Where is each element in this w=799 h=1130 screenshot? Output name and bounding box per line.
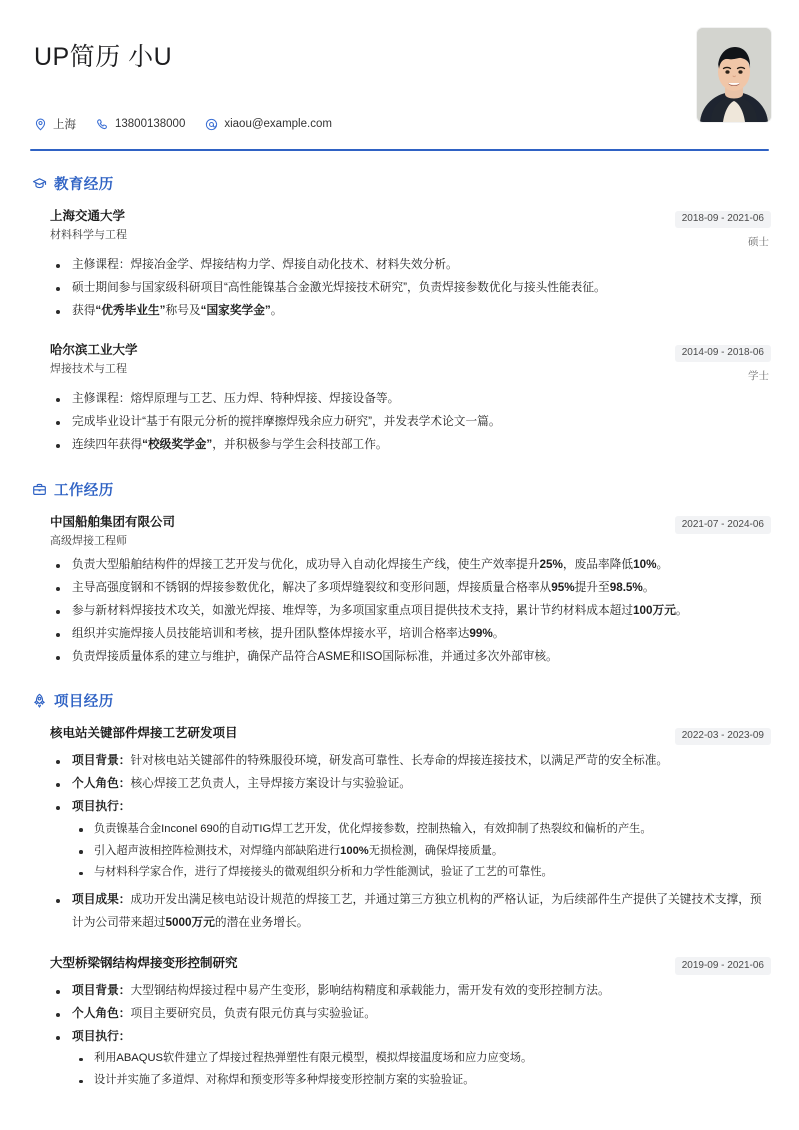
entry — [28, 202, 771, 322]
sub-bullet-item: 负责镍基合金Inconel 690的自动TIG焊工艺开发，优化焊接参数，控制热输入，有效抑制了热裂纹和偏析的产生。 — [72, 819, 771, 841]
date-badge: 2018-09 - 2021-06 — [675, 211, 771, 229]
sub-bullet-list — [72, 819, 771, 885]
entry-title: 中国船舶集团有限公司 — [50, 514, 176, 529]
contact-text: 13800138000 — [115, 118, 186, 130]
entry — [28, 719, 771, 935]
bullet-list — [50, 750, 771, 884]
section-projects — [28, 690, 771, 1092]
entry-header — [50, 725, 771, 745]
bullet-item: 参与新材料焊接技术攻关，如激光焊接、堆焊等，为多项国家重点项目提供技术支持，累计节约材料成本超过100万元。 — [50, 600, 771, 623]
bullet-item: 项目成果：成功开发出满足核电站设计规范的焊接工艺，并通过第三方独立机构的严格认证，为后续部件生产提供了关键技术支撑，预计为公司带来超过5000万元的潜在业务增长。 — [50, 889, 771, 935]
sub-bullet-item: 引入超声波相控阵检测技术，对焊缝内部缺陷进行100%无损检测，确保焊接质量。 — [72, 841, 771, 863]
bullet-item: 主导高强度钢和不锈钢的焊接参数优化，解决了多项焊缝裂纹和变形问题，焊接质量合格率从95%提升至98.5%。 — [50, 577, 771, 600]
bullet-list — [50, 254, 771, 322]
entry-right — [663, 208, 771, 249]
entry-meta: 硕士 — [748, 236, 769, 248]
location-pin-icon — [34, 118, 47, 131]
section-heading-projects — [32, 690, 771, 711]
sections-root — [28, 173, 771, 1092]
entry-left — [50, 514, 175, 549]
contact-item-email-at[interactable] — [205, 118, 332, 131]
phone-icon — [96, 118, 109, 131]
briefcase-icon — [32, 482, 47, 497]
bullet-item: 个人角色：核心焊接工艺负责人，主导焊接方案设计与实验验证。 — [50, 773, 771, 796]
graduation-cap-icon — [32, 176, 47, 191]
entry-title: 哈尔滨工业大学 — [50, 343, 138, 358]
section-education — [28, 173, 771, 457]
entry-right — [663, 342, 771, 383]
entry-header — [50, 208, 771, 249]
entry-left — [50, 955, 238, 972]
section-title: 工作经历 — [54, 482, 114, 499]
contact-row — [34, 116, 697, 132]
bullet-item: 获得“优秀毕业生”称号及“国家奖学金”。 — [50, 300, 771, 323]
entry-right — [663, 955, 771, 975]
date-badge: 2022-03 - 2023-09 — [675, 728, 771, 746]
date-badge: 2019-09 - 2021-06 — [675, 957, 771, 975]
bullet-item: 项目背景：大型钢结构焊接过程中易产生变形，影响结构精度和承载能力，需开发有效的变形控制方法。 — [50, 980, 771, 1003]
bullet-item: 项目背景：针对核电站关键部件的特殊服役环境，研发高可靠性、长寿命的焊接连接技术，以满足严苛的安全标准。 — [50, 750, 771, 773]
avatar — [697, 28, 771, 122]
entry-subtitle: 焊接技术与工程 — [50, 363, 127, 376]
bullet-item: 项目执行： 负责镍基合金Inconel 690的自动TIG焊工艺开发，优化焊接参数，控制热输入，有效抑制了热裂纹和偏析的产生。 引入超声波相控阵检测技术，对焊缝内部缺陷进行100%无损检测，确保焊接质量。 与材料科学家合作，进行了焊接接头的微观组织分析和力学性能测试，验证了工艺的可靠性。 — [50, 796, 771, 884]
header-divider — [30, 149, 769, 151]
entry-header — [50, 514, 771, 549]
entry-subtitle: 高级焊接工程师 — [50, 534, 127, 547]
date-badge: 2021-07 - 2024-06 — [675, 516, 771, 534]
section-heading-work — [32, 479, 771, 500]
bullet-item: 组织并实施焊接人员技能培训和考核，提升团队整体焊接水平，培训合格率达99%。 — [50, 623, 771, 646]
entry — [28, 949, 771, 1092]
page-title: UP简历 小U — [34, 43, 173, 71]
bullet-item: 个人角色：项目主要研究员，负责有限元仿真与实验验证。 — [50, 1003, 771, 1026]
entry-left — [50, 208, 127, 243]
entry-title: 上海交通大学 — [50, 209, 126, 223]
bullet-item: 项目执行： 利用ABAQUS软件建立了焊接过程热弹塑性有限元模型，模拟焊接温度场和应力应变场。 设计并实施了多道焊、对称焊和预变形等多种焊接变形控制方案的实验验证。 — [50, 1026, 771, 1093]
bullet-list — [50, 980, 771, 1092]
entry-right — [663, 514, 771, 534]
entry — [28, 508, 771, 668]
date-badge: 2014-09 - 2018-06 — [675, 345, 771, 363]
sub-bullet-item: 设计并实施了多道焊、对称焊和预变形等多种焊接变形控制方案的实验验证。 — [72, 1070, 771, 1092]
bullet-list — [50, 388, 771, 456]
bullet-list — [50, 554, 771, 668]
contact-item-phone[interactable] — [96, 118, 185, 131]
section-heading-education — [32, 173, 771, 194]
email-at-icon — [205, 118, 218, 131]
section-title: 项目经历 — [54, 694, 114, 711]
bullet-item: 硕士期间参与国家级科研项目“高性能镍基合金激光焊接技术研究”，负责焊接参数优化与接头性能表征。 — [50, 277, 771, 300]
entry-title: 核电站关键部件焊接工艺研发项目 — [50, 726, 238, 741]
contact-text: 上海 — [53, 119, 76, 131]
entry-left — [50, 342, 138, 377]
bullet-item: 主修课程：焊接冶金学、焊接结构力学、焊接自动化技术、材料失效分析。 — [50, 254, 771, 277]
section-work — [28, 479, 771, 668]
contact-item-location-pin[interactable] — [34, 116, 76, 132]
bullet-item: 负责大型船舶结构件的焊接工艺开发与优化，成功导入自动化焊接生产线，使生产效率提升25%，废品率降低10%。 — [50, 554, 771, 577]
entry-header — [50, 342, 771, 383]
entry-header — [50, 955, 771, 975]
bullet-item: 负责焊接质量体系的建立与维护，确保产品符合ASME和ISO国际标准，并通过多次外部审核。 — [50, 646, 771, 669]
bullet-list-tail — [50, 889, 771, 935]
bullet-item: 完成毕业设计“基于有限元分析的搅拌摩擦焊残余应力研究”，并发表学术论文一篇。 — [50, 411, 771, 434]
bullet-item: 主修课程：熔焊原理与工艺、压力焊、特种焊接、焊接设备等。 — [50, 388, 771, 411]
bullet-item: 连续四年获得“校级奖学金”，并积极参与学生会科技部工作。 — [50, 434, 771, 457]
section-title: 教育经历 — [54, 177, 114, 193]
entry-meta: 学士 — [748, 370, 769, 383]
entry-title: 大型桥梁钢结构焊接变形控制研究 — [50, 955, 238, 970]
contact-text: xiaou@example.com — [224, 118, 332, 130]
entry — [28, 336, 771, 456]
rocket-icon — [32, 693, 47, 708]
sub-bullet-item: 与材料科学家合作，进行了焊接接头的微观组织分析和力学性能测试，验证了工艺的可靠性。 — [72, 862, 771, 884]
header-left — [28, 26, 697, 132]
entry-subtitle: 材料科学与工程 — [50, 228, 127, 241]
sub-bullet-list — [72, 1048, 771, 1092]
sub-bullet-item: 利用ABAQUS软件建立了焊接过程热弹塑性有限元模型，模拟焊接温度场和应力应变场。 — [72, 1048, 771, 1070]
resume-header — [28, 26, 771, 132]
entry-right — [663, 725, 771, 745]
entry-left — [50, 725, 238, 742]
